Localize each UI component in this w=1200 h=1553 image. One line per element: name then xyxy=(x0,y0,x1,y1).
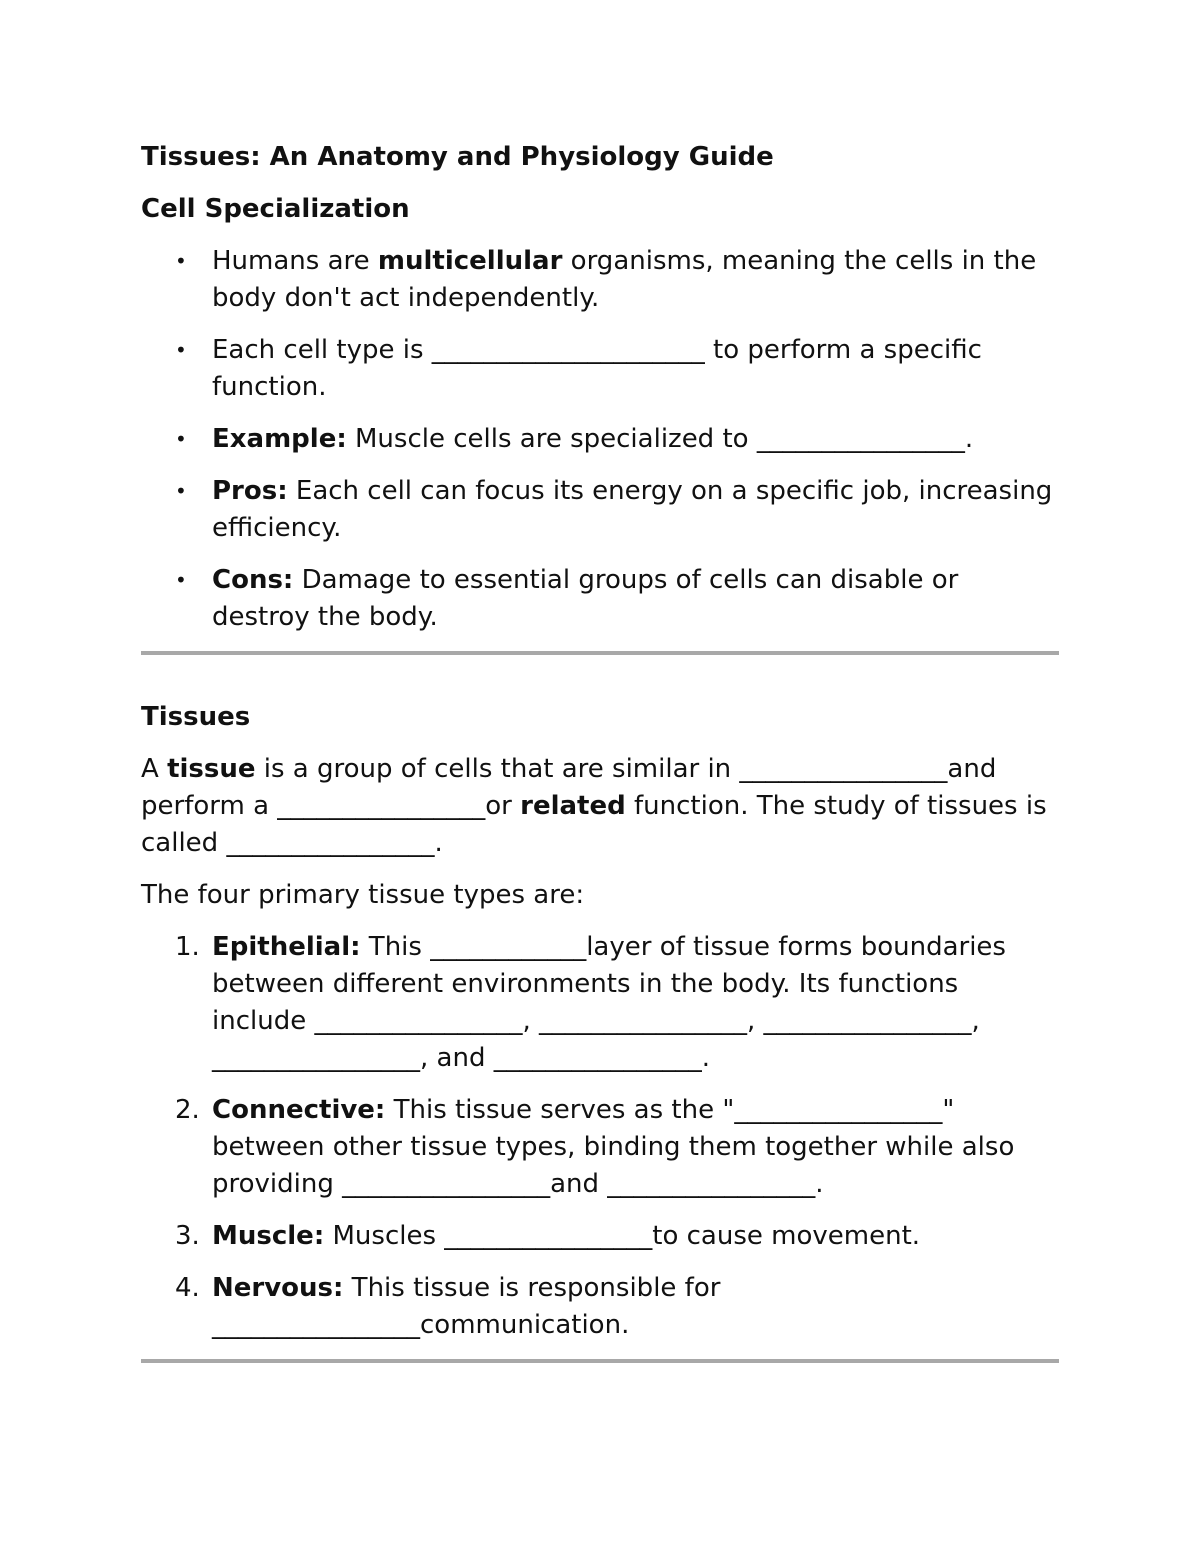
tissue-definition: A tissue is a group of cells that are similar in ________________and perform a ________________or related function. The study of tissues is called ________________. xyxy=(141,754,1047,858)
tissue-types-list xyxy=(141,929,1059,1344)
list-item: 3. Muscle: Muscles ________________to cause movement. xyxy=(141,1218,1059,1255)
document-title: Tissues: An Anatomy and Physiology Guide xyxy=(141,142,774,172)
list-item: • Cons: Damage to essential groups of cells can disable or destroy the body. xyxy=(141,562,1059,636)
list-number: 1. xyxy=(175,932,200,962)
list-number: 4. xyxy=(175,1273,200,1303)
list-item: • Pros: Each cell can focus its energy on a specific job, increasing efficiency. xyxy=(141,473,1059,547)
list-number: 2. xyxy=(175,1095,200,1125)
list-item: • Each cell type is _____________________ to perform a specific function. xyxy=(141,332,1059,406)
section-heading-cell-specialization: Cell Specialization xyxy=(141,194,410,224)
section-heading-tissues: Tissues xyxy=(141,702,251,732)
list-item: • Humans are multicellular organisms, meaning the cells in the body don't act independently. xyxy=(141,243,1059,317)
horizontal-divider xyxy=(141,651,1059,655)
bullet-icon: • xyxy=(175,249,187,273)
cell-specialization-list xyxy=(141,243,1059,636)
list-item: 2. Connective: This tissue serves as the "________________" between other tissue types, binding them together while also providing ________________and ________________. xyxy=(141,1092,1059,1203)
bullet-icon: • xyxy=(175,427,187,451)
list-number: 3. xyxy=(175,1221,200,1251)
tissue-types-intro: The four primary tissue types are: xyxy=(141,880,585,910)
bullet-icon: • xyxy=(175,568,187,592)
list-item: • Example: Muscle cells are specialized to ________________. xyxy=(141,421,1059,458)
list-item: 4. Nervous: This tissue is responsible for ________________communication. xyxy=(141,1270,1059,1344)
bullet-icon: • xyxy=(175,338,187,362)
document-page xyxy=(141,139,1059,1363)
bullet-icon: • xyxy=(175,479,187,503)
horizontal-divider xyxy=(141,1359,1059,1363)
list-item: 1. Epithelial: This ____________layer of tissue forms boundaries between different environments in the body. Its functions include ________________, ________________, ________________, ________________, and ________________. xyxy=(141,929,1059,1077)
